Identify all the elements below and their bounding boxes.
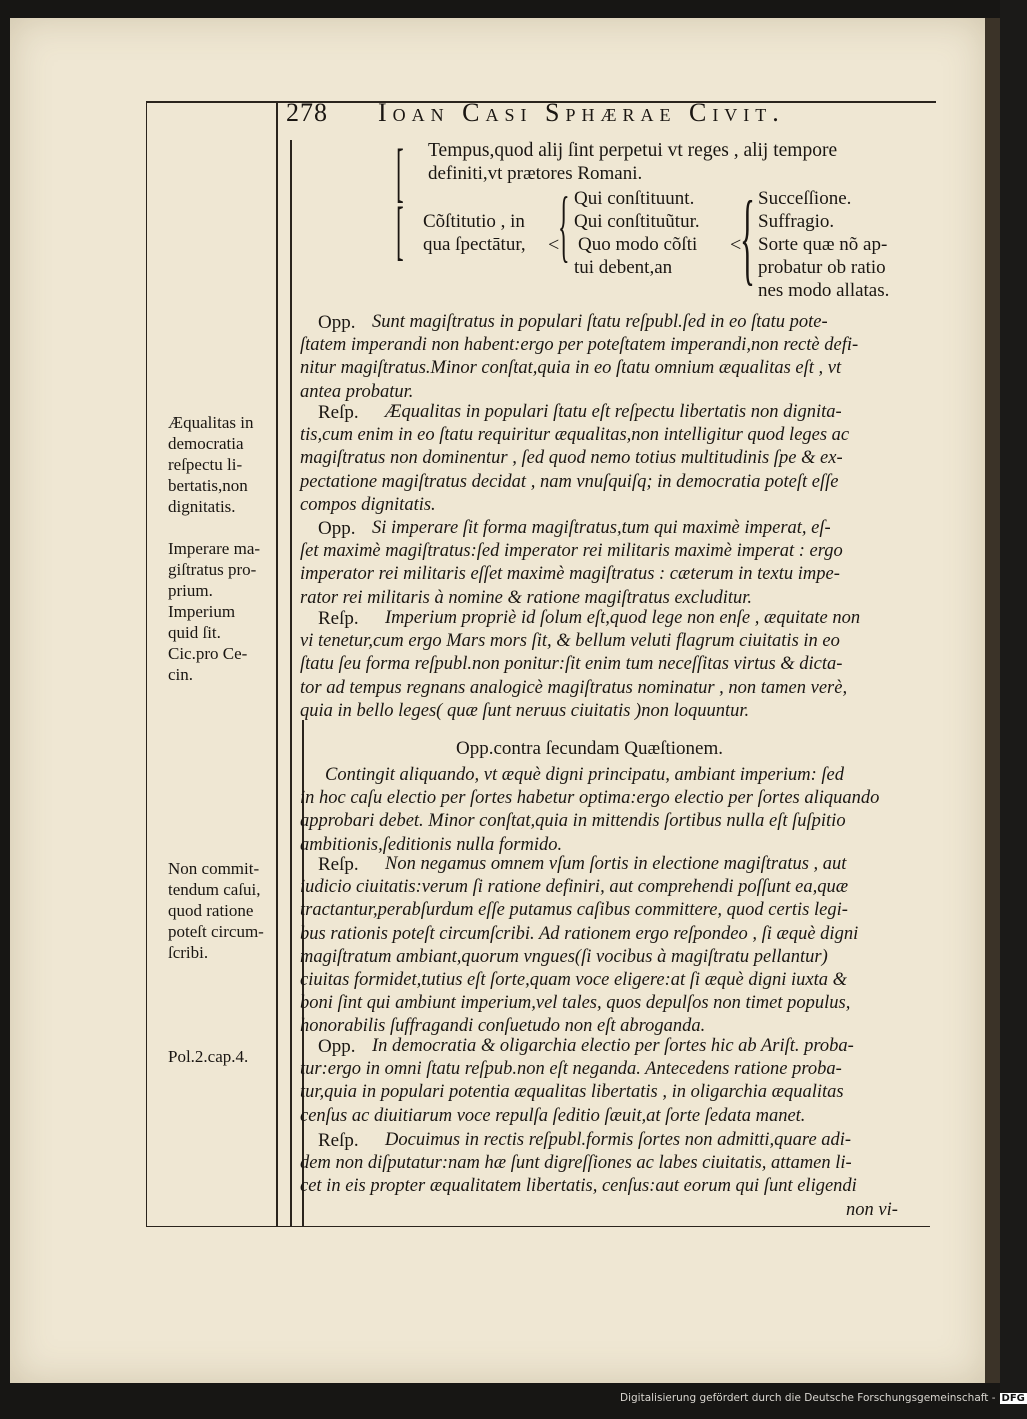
- paragraph-label: Opp.: [318, 312, 356, 333]
- page-header: [278, 96, 918, 130]
- schema-left-a: Cõſtitutio , in: [423, 211, 525, 232]
- schema-brace-right: <: [730, 234, 742, 256]
- schema-mid-4: tui debent,an: [574, 257, 673, 278]
- schema-left-b: qua ſpectātur,: [423, 234, 526, 255]
- text-inner-rule: [290, 140, 292, 1226]
- text-line: ſtatem imperandi non habent:ergo per poteſtatem imperandi,non rectè defi-: [300, 335, 859, 356]
- text-line: ſet maximè magiſtratus:ſed imperator rei militaris maximè imperat : ergo: [300, 541, 843, 562]
- text-line: Contingit aliquando, vt æquè digni principatu, ambiant imperium: ſed: [325, 765, 845, 785]
- text-line: Sunt magiſtratus in populari ſtatu reſpubl.ſed in eo ſtatu pote-: [372, 312, 828, 332]
- page-number: 278: [286, 98, 328, 127]
- dfg-logo: DFG: [1001, 1393, 1025, 1404]
- text-line: In democratia & oligarchia electio per ſortes hic ab Ariſt. proba-: [372, 1036, 854, 1056]
- margin-note-line: reſpectu li-: [168, 455, 243, 474]
- text-line: imperator rei militaris eſſet maximè magiſtratus : cæterum in textu impe-: [300, 564, 840, 585]
- text-line: tractantur,perabſurdum eſſe putamus caſibus committere, quod certis legi-: [300, 900, 848, 921]
- margin-note: [168, 858, 264, 963]
- text-line: rator rei militaris à nomine & ratione magiſtratus excluditur.: [300, 587, 753, 608]
- footer-text: Digitalisierung gefördert durch die Deutsche Forschungsgemeinschaft -: [620, 1392, 996, 1404]
- margin-note-line: bertatis,non: [168, 476, 248, 495]
- margin-note-line: cin.: [168, 665, 194, 684]
- schema-brace-outer-lower: [: [396, 194, 404, 267]
- text-line: approbari debet. Minor conſtat,quia in mittendis ſortibus nulla eſt ſuſpitio: [300, 811, 846, 832]
- text-line: Docuimus in rectis reſpubl.formis ſortes non admitti,quare adi-: [385, 1130, 852, 1150]
- text-line: ſtatu ſeu forma reſpubl.non ponitur:ſit enim tum neceſſitas virtus & dicta-: [300, 654, 843, 675]
- margin-note-line: Imperare ma-: [168, 539, 261, 558]
- text-line: Non negamus omnem vſum ſortis in electione magiſtratus , aut: [385, 854, 847, 874]
- paragraph-label: Reſp.: [318, 1130, 359, 1151]
- schema-right-1: Succeſſione.: [758, 188, 852, 209]
- text-line: in hoc caſu electio per ſortes habetur optima:ergo electio per ſortes aliquando: [300, 788, 880, 809]
- schema-right-4: probatur ob ratio: [758, 257, 886, 278]
- paragraph-label: Reſp.: [318, 608, 359, 629]
- schema-brace-mid-bar: {: [558, 182, 570, 270]
- text-line: nitur magiſtratus.Minor conſtat,quia in eo ſtatu omnium æqualitas eſt , vt: [300, 358, 842, 379]
- margin-note: [168, 538, 260, 685]
- text-line: ambitionis,ſeditionis nulla formido.: [300, 834, 563, 855]
- schema-mid-1: Qui conſtituunt.: [574, 188, 695, 209]
- margin-note-line: quod ratione: [168, 901, 254, 920]
- digitization-footer: [620, 1392, 1025, 1414]
- margin-note-line: Æqualitas in: [168, 413, 254, 432]
- schema-right-5: nes modo allatas.: [758, 280, 890, 301]
- margin-note-line: Cic.pro Ce-: [168, 644, 248, 663]
- margin-note-line: Pol.2.cap.4.: [168, 1047, 249, 1066]
- text-line: tor ad tempus regnans analogicè magiſtratus nominatur , non tamen verè,: [300, 677, 848, 698]
- text-line: vi tenetur,cum ergo Mars mors ſit, & bellum veluti flagrum ciuitatis in eo: [300, 631, 840, 652]
- margin-bottom-rule: [146, 1226, 306, 1227]
- paragraph-label: Reſp.: [318, 854, 359, 875]
- text-line: magiſtratus non dominentur , ſed quod nemo totius multitudinis ſpe & ex-: [300, 448, 843, 469]
- schema-brace-right-bar: {: [740, 180, 755, 295]
- text-line: magiſtratum ambiant,quorum vngues(ſi vocibus à magiſtratu pellantur): [300, 946, 828, 967]
- margin-outer-rule: [146, 101, 147, 1227]
- margin-note-line: ſcribi.: [168, 943, 209, 962]
- text-line: honorabilis ſuffragandi conſuetudo non eſt abroganda.: [300, 1016, 706, 1037]
- section-title: Opp.contra ſecundam Quæſtionem.: [456, 738, 723, 759]
- text-line: Imperium propriè id ſolum eſt,quod lege non enſe , æquitate non: [385, 608, 861, 628]
- paragraph-label: Opp.: [318, 1036, 356, 1057]
- margin-note-line: poteſt circum-: [168, 922, 264, 941]
- margin-note-line: democratia: [168, 434, 244, 453]
- schema-mid-3: Quo modo cõſti: [578, 234, 698, 255]
- schema-right-3: Sorte quæ nõ ap-: [758, 234, 888, 255]
- page-edge: [985, 18, 1000, 1383]
- text-line: antea probatur.: [300, 381, 414, 402]
- catchword: non vi-: [846, 1200, 898, 1220]
- margin-note: [168, 1046, 248, 1067]
- text-line: quia in bello leges( quæ ſunt neruus ciuitatis )non loquuntur.: [300, 700, 750, 721]
- schema-right-2: Suffragio.: [758, 211, 835, 232]
- text-bottom-rule: [290, 1226, 930, 1227]
- text-line: ciuitas formidet,tutius eſt ſorte,quam voce eligere:at ſi æquè digni iuxta &: [300, 970, 848, 990]
- text-line: Si imperare ſit forma magiſtratus,tum qui maximè imperat, eſ-: [372, 518, 831, 538]
- margin-note-line: prium.: [168, 581, 213, 600]
- paragraph-label: Reſp.: [318, 402, 359, 423]
- margin-note-line: tendum caſui,: [168, 880, 261, 899]
- margin-column-rule: [276, 101, 278, 1227]
- paragraph-label: Opp.: [318, 518, 356, 539]
- text-line: boni ſint qui ambiunt imperium,vel tales, quos depulſos non timet populus,: [300, 993, 851, 1014]
- text-line: tur:ergo in omni ſtatu reſpub.non eſt neganda. Antecedens ratione proba-: [300, 1059, 842, 1080]
- margin-note-line: Imperium: [168, 602, 236, 621]
- text-line: tis,cum enim in eo ſtatu requiritur æqualitas,non intelligitur quod leges ac: [300, 425, 850, 446]
- text-line: pectatione magiſtratus decidat , nam vnuſquiſq; in democratia poteſt eſſe: [300, 471, 839, 492]
- text-line: bus rationis poteſt circumſcribi. Ad rationem ergo reſpondeo , ſi æquè digni: [300, 923, 859, 944]
- margin-note-line: quid ſit.: [168, 623, 221, 642]
- schema-brace-outer: [: [396, 136, 404, 209]
- schema-brace-mid: <: [548, 234, 560, 256]
- text-line: compos dignitatis.: [300, 494, 436, 515]
- text-line: Æqualitas in populari ſtatu eſt reſpectu libertatis non dignita-: [385, 402, 842, 422]
- margin-note: [168, 412, 253, 517]
- text-line: dem non diſputatur:nam hæ ſunt digreſſiones ac labes ciuitatis, attamen li-: [300, 1153, 852, 1174]
- schema-line-2: definiti,vt prætores Romani.: [428, 163, 643, 184]
- text-line: tur,quia in populari potentia æqualitas libertatis , in oligarchia æqualitas: [300, 1082, 844, 1103]
- margin-note-line: dignitatis.: [168, 497, 236, 516]
- text-line: cet in eis propter æqualitatem libertatis, cenſus:aut eorum qui ſunt eligendi: [300, 1176, 857, 1197]
- margin-note-line: giſtratus pro-: [168, 560, 257, 579]
- margin-note-line: Non commit-: [168, 859, 260, 878]
- schema-line-1: Tempus,quod alij ſint perpetui vt reges , alij tempore: [428, 140, 838, 161]
- running-title: Ioan Casi Sphærae Civit.: [378, 98, 785, 127]
- schema-mid-2: Qui conſtituũtur.: [574, 211, 700, 232]
- text-line: iudicio ciuitatis:verum ſi ratione definiri, aut comprehendi poſſunt ea,quæ: [300, 877, 849, 898]
- text-line: cenſus ac diuitiarum voce repulſa ſeditio ſæuit,at ſorte ſedata manet.: [300, 1105, 806, 1126]
